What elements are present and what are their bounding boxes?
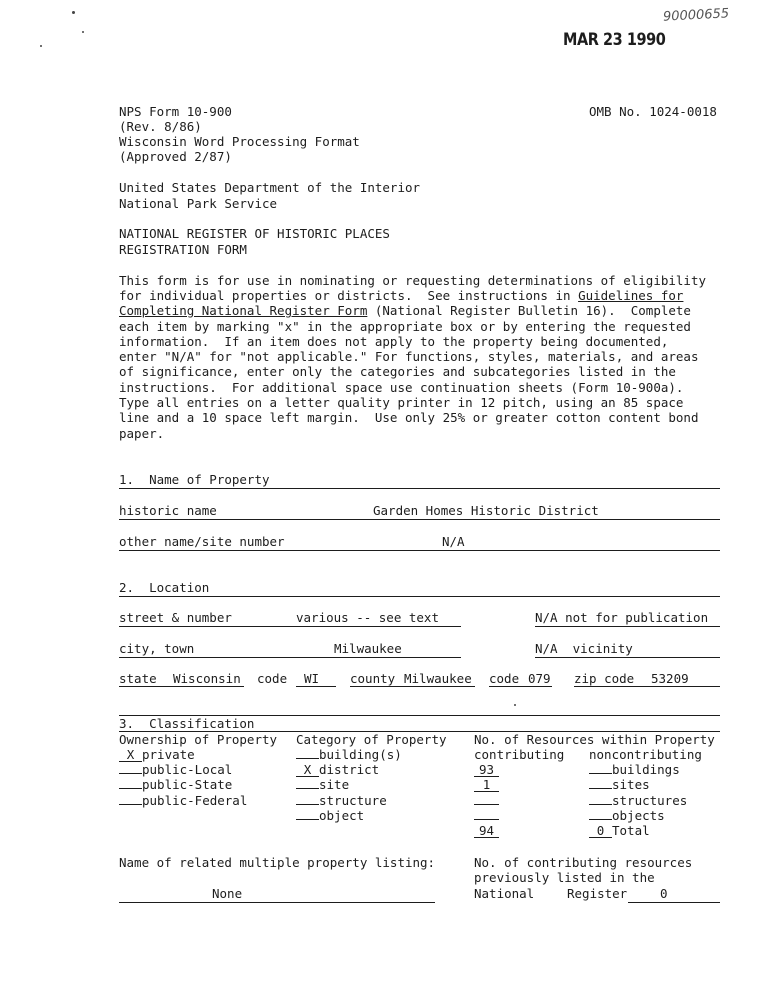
category-title: Category of Property <box>296 732 447 747</box>
instructions-line: Type all entries on a letter quality printer in 12 pitch, using an 85 space <box>119 395 684 410</box>
noncontributing-total: 0 <box>589 824 612 838</box>
county-field: Milwaukee <box>404 671 472 686</box>
resource-label: Total <box>612 823 650 838</box>
ownership-option-public-local <box>119 762 232 777</box>
category-label: district <box>319 762 380 777</box>
category-mark <box>296 758 319 759</box>
category-option-structure <box>296 793 387 808</box>
section-3-heading: 3. Classification <box>119 716 255 731</box>
ownership-mark <box>119 773 142 774</box>
resource-row-objects <box>474 808 499 823</box>
historic-name-field: Garden Homes Historic District <box>373 503 599 518</box>
instructions-line: of significance, enter only the categories and subcategories listed in the <box>119 364 676 379</box>
county-code-label: code <box>489 671 520 686</box>
field-rule <box>119 686 244 687</box>
instructions-line <box>119 303 691 318</box>
contributing-header: contributing <box>474 747 565 762</box>
reference-number: 90000655 <box>662 6 730 25</box>
guidelines-reference: Guidelines for <box>578 288 684 303</box>
noncontributing-count <box>589 804 612 805</box>
scan-speck <box>40 45 42 47</box>
contributing-count <box>474 819 499 820</box>
other-name-field: N/A <box>442 534 465 549</box>
omb-number: OMB No. 1024-0018 <box>589 104 717 119</box>
category-option-building <box>296 747 402 762</box>
resource-label: sites <box>612 777 650 792</box>
state-field: Wisconsin <box>173 671 241 686</box>
resource-row-sites <box>474 777 499 792</box>
multiple-property-label: Name of related multiple property listing: <box>119 855 436 870</box>
noncontributing-count <box>589 788 612 789</box>
zip-label: zip code <box>574 671 635 686</box>
resource-label: buildings <box>612 762 680 777</box>
category-label: structure <box>319 793 387 808</box>
section-2-heading: 2. Location <box>119 580 210 595</box>
instructions-line: This form is for use in nominating or requesting determinations of eligibility <box>119 273 706 288</box>
category-mark <box>296 804 319 805</box>
ownership-mark: X <box>119 748 142 762</box>
category-label: site <box>319 777 350 792</box>
agency-service: National Park Service <box>119 196 278 211</box>
previously-listed-label: Register <box>567 886 628 901</box>
previously-listed-label: No. of contributing resources <box>474 855 693 870</box>
section-rule <box>119 488 720 489</box>
resource-row-total <box>589 823 650 838</box>
previously-listed-label: previously listed in the <box>474 870 655 885</box>
ownership-option-private <box>119 747 195 762</box>
noncontributing-count <box>589 819 612 820</box>
category-option-site <box>296 777 349 792</box>
resource-row-objects <box>589 808 665 823</box>
field-rule <box>350 686 475 687</box>
section-rule <box>119 596 720 597</box>
ownership-label: public-Federal <box>142 793 248 808</box>
scan-speck <box>82 31 84 33</box>
resources-title: No. of Resources within Property <box>474 732 715 747</box>
category-mark <box>296 819 319 820</box>
ownership-label: public-Local <box>142 762 233 777</box>
instructions-line <box>119 288 683 303</box>
instructions-line: information. If an item does not apply to the property being documented, <box>119 334 669 349</box>
contributing-count: 93 <box>474 763 499 777</box>
form-format: Wisconsin Word Processing Format <box>119 134 360 149</box>
field-rule <box>119 519 720 520</box>
instructions-line: paper. <box>119 426 165 441</box>
other-name-label: other name/site number <box>119 534 285 549</box>
category-option-object <box>296 808 364 823</box>
resource-row-buildings <box>474 762 499 777</box>
field-rule <box>535 626 720 627</box>
form-approved: (Approved 2/87) <box>119 149 232 164</box>
instructions-line: line and a 10 space left margin. Use only 25% or greater cotton content bond <box>119 410 699 425</box>
ownership-title: Ownership of Property <box>119 732 278 747</box>
ownership-option-public-federal <box>119 793 247 808</box>
scan-speck <box>72 11 75 14</box>
document-subtitle: REGISTRATION FORM <box>119 242 247 257</box>
form-number: NPS Form 10-900 <box>119 104 232 119</box>
resource-row-total <box>474 823 499 838</box>
section-1-heading: 1. Name of Property <box>119 472 270 487</box>
street-field: various -- see text <box>296 610 439 625</box>
field-rule <box>489 686 552 687</box>
instructions-line: each item by marking "x" in the appropriate box or by entering the requested <box>119 319 691 334</box>
noncontributing-header: noncontributing <box>589 747 702 762</box>
field-rule <box>574 686 720 687</box>
field-rule <box>628 902 720 903</box>
instructions-text: (National Register Bulletin 16). Complete <box>367 303 691 318</box>
multiple-property-field: None <box>212 886 243 901</box>
field-rule <box>119 657 461 658</box>
scan-speck <box>514 704 516 706</box>
resource-row-sites <box>589 777 650 792</box>
vicinity-field: N/A vicinity <box>535 641 633 656</box>
previously-listed-label <box>474 886 534 901</box>
document-title: NATIONAL REGISTER OF HISTORIC PLACES <box>119 226 390 241</box>
instructions-line: enter "N/A" for "not applicable." For functions, styles, materials, and areas <box>119 349 699 364</box>
field-rule <box>296 686 336 687</box>
instructions-line: instructions. For additional space use continuation sheets (Form 10-900a). <box>119 380 684 395</box>
state-code-field: WI <box>304 671 320 686</box>
category-mark: X <box>296 763 319 777</box>
county-code-field: 079 <box>528 671 551 686</box>
category-option-district <box>296 762 379 777</box>
ownership-label: private <box>142 747 195 762</box>
previously-listed-text: National <box>474 886 535 901</box>
resource-label: structures <box>612 793 688 808</box>
state-code-label: code <box>257 671 288 686</box>
resource-label: objects <box>612 808 665 823</box>
category-label: object <box>319 808 365 823</box>
contributing-count: 1 <box>474 778 499 792</box>
county-label: county <box>350 671 396 686</box>
ownership-label: public-State <box>142 777 233 792</box>
resource-row-structures <box>474 793 499 808</box>
form-revision: (Rev. 8/86) <box>119 119 202 134</box>
contributing-count <box>474 804 499 805</box>
field-rule <box>119 626 461 627</box>
field-rule <box>119 550 720 551</box>
category-mark <box>296 788 319 789</box>
instructions-text: for individual properties or districts. See instructions in <box>119 288 579 303</box>
category-label: building(s) <box>319 747 402 762</box>
historic-name-label: historic name <box>119 503 217 518</box>
city-label: city, town <box>119 641 195 656</box>
ownership-option-public-state <box>119 777 232 792</box>
ownership-mark <box>119 788 142 789</box>
noncontributing-count <box>589 773 612 774</box>
state-label: state <box>119 671 157 686</box>
received-date-stamp: MAR 23 1990 <box>563 30 666 50</box>
not-for-publication: N/A not for publication <box>535 610 709 625</box>
street-label: street & number <box>119 610 232 625</box>
previously-listed-count: 0 <box>660 886 668 901</box>
zip-field: 53209 <box>651 671 689 686</box>
resource-row-structures <box>589 793 687 808</box>
resource-row-buildings <box>589 762 680 777</box>
field-rule <box>535 657 720 658</box>
city-field: Milwaukee <box>334 641 402 656</box>
ownership-mark <box>119 804 142 805</box>
field-rule <box>119 902 435 903</box>
contributing-total: 94 <box>474 824 499 838</box>
guidelines-reference: Completing National Register Form <box>119 303 368 318</box>
agency-department: United States Department of the Interior <box>119 180 421 195</box>
